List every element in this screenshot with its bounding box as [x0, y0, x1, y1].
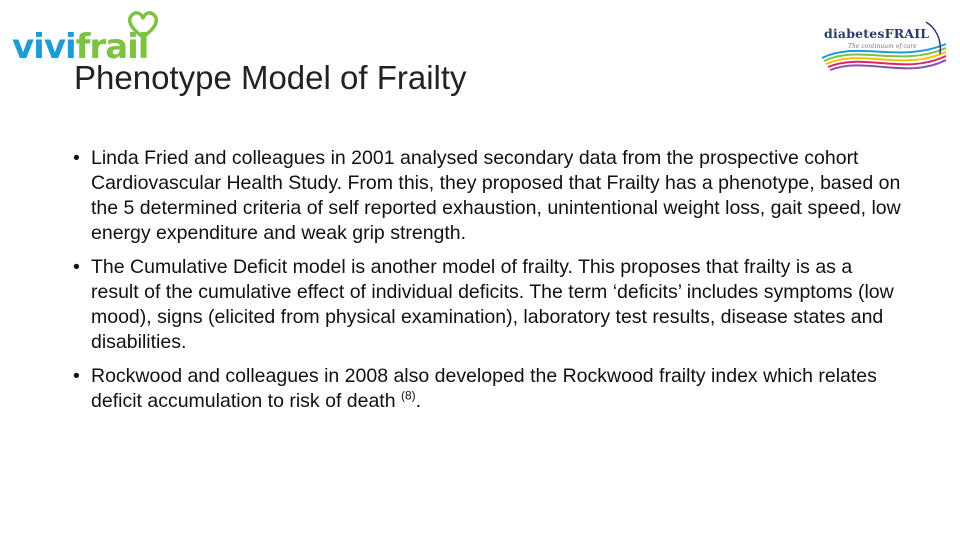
bullet-text: Linda Fried and colleagues in 2001 analysed secondary data from the prospective cohort Cardiovascular Health Study. From this, they proposed that Frailty has a phenotype, based on the 5 determined criteria of self reported exhaustion, unintentional weight loss, gait speed, low energy expenditure and weak grip strength.: [91, 147, 901, 244]
bullet-text-end: .: [415, 390, 422, 412]
bullet-glyph: •: [73, 256, 80, 278]
diabetesfrail-tagline: The continuum of care: [848, 43, 917, 50]
diabetesfrail-name: diabetesFRAIL: [824, 26, 930, 41]
bullet-glyph: •: [73, 147, 80, 169]
slide-title: Phenotype Model of Frailty: [74, 59, 467, 96]
logo-part-vivi: vivi: [12, 27, 76, 67]
bullet-item: [73, 146, 903, 246]
bullet-list: [73, 146, 903, 423]
bullet-item: [73, 364, 903, 414]
bullet-item: [73, 255, 903, 355]
diabetesfrail-logo: [818, 14, 950, 82]
bullet-text: Rockwood and colleagues in 2008 also developed the Rockwood frailty index which relates deficit accumulation to risk of death: [91, 365, 877, 412]
bullet-glyph: •: [73, 365, 80, 387]
bullet-text: The Cumulative Deficit model is another model of frailty. This proposes that frailty is as a result of the cumulative effect of individual deficits. The term ‘deficits’ includes symptoms (low mood), signs (elicited from physical examination), laboratory test results, disease states and disabilities.: [91, 256, 894, 353]
logo-part-frail: frail: [75, 27, 149, 67]
citation-reference: (8): [401, 388, 416, 403]
